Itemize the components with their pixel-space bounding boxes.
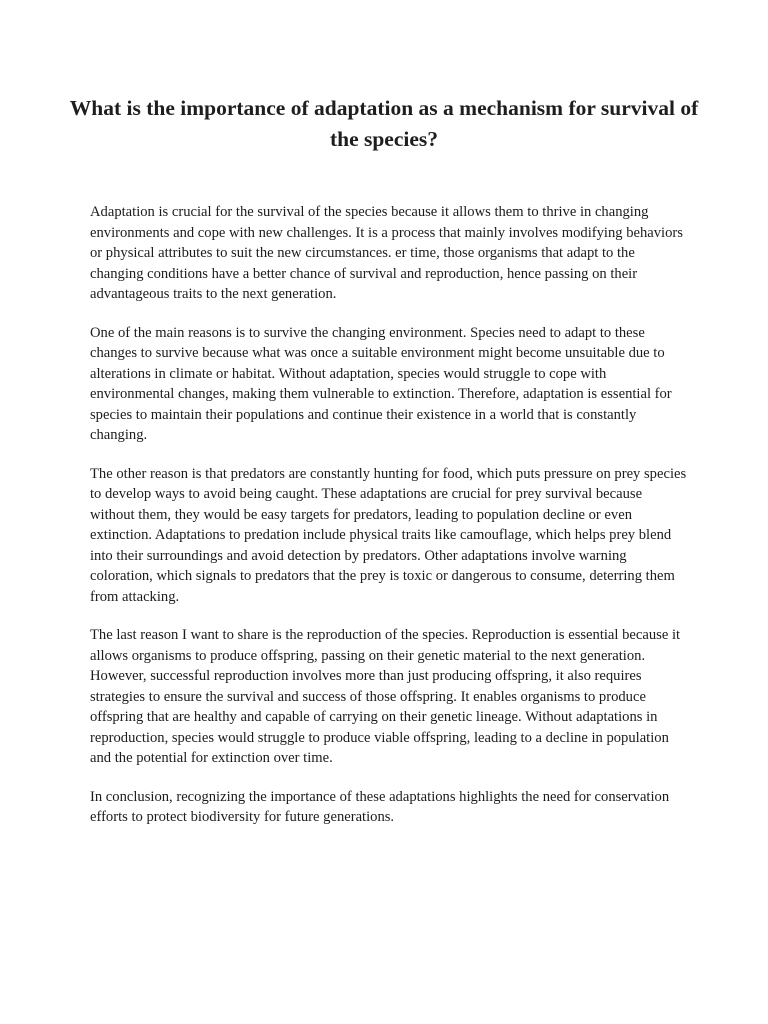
paragraph-changing-environment: One of the main reasons is to survive the changing environment. Species need to adapt to these changes to survive because what was once a suitable environment might become unsuitable due to alterations in climate or habitat. Without adaptation, species would struggle to cope with environmental changes, making them vulnerable to extinction. Therefore, adaptation is essential for species to maintain their populations and continue their existence in a world that is constantly changing. [90,324,672,443]
paragraph-reproduction: The last reason I want to share is the reproduction of the species. Reproduction is essential because it allows organisms to produce offspring, passing on their genetic material to the next generation. However, successful reproduction involves more than just producing offspring, it also requires strategies to ensure the survival and success of those offspring. It enables organisms to produce offspring that are healthy and capable of carrying on their genetic lineage. Without adaptations in reproduction, species would struggle to produce viable offspring, leading to a decline in population and the potential for extinction over time. [90,627,681,766]
document-title: What is the importance of adaptation as a mechanism for survival of the species? [69,96,699,151]
document-body [90,202,690,846]
paragraph-conclusion: In conclusion, recognizing the importance of these adaptations highlights the need for conservation efforts to protect biodiversity for future generations. [90,788,670,825]
paragraph-introduction: Adaptation is crucial for the survival of the species because it allows them to thrive in changing environments and cope with new challenges. It is a process that mainly involves modifying behaviors or physical attributes to suit the new circumstances. er time, those organisms that adapt to the changing conditions have a better chance of survival and reproduction, hence passing on their advantageous traits to the next generation. [90,204,683,302]
paragraph-predation: The other reason is that predators are constantly hunting for food, which puts pressure on prey species to develop ways to avoid being caught. These adaptations are crucial for prey survival because without them, they would be easy targets for predators, leading to population decline or even extinction. Adaptations to predation include physical traits like camouflage, which helps prey blend into their surroundings and avoid detection by predators. Other adaptations involve warning coloration, which signals to predators that the prey is toxic or dangerous to consume, deterring them from attacking. [90,465,687,605]
